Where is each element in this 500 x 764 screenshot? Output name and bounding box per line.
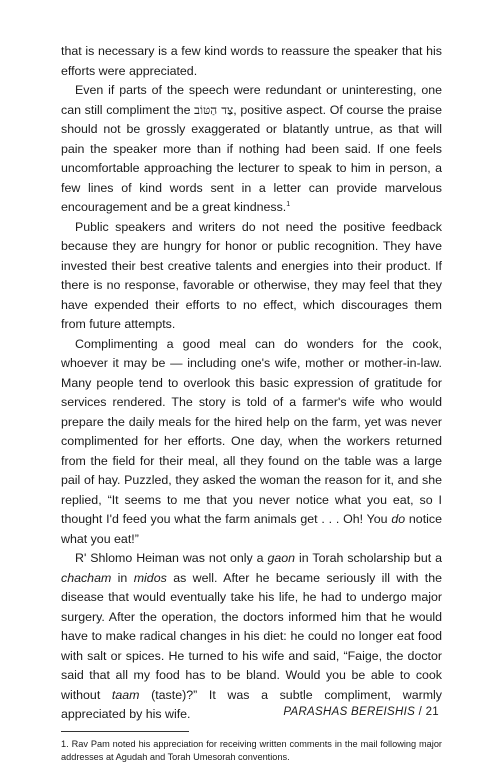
paragraph-text: that is necessary is a few kind words to reassure the speaker that his efforts were appreciated. [61,44,442,78]
footnote-text: Rav Pam noted his appreciation for receiving written comments in the mail following major addresses at Agudah and Torah Umesorah conventions. [61,738,442,762]
paragraph-text: (taste)?” It was a subtle compliment, warmly appreciated by his wife. [61,687,442,721]
emphasis: do [391,512,406,526]
emphasis: taam [111,687,140,702]
body-text [61,42,442,725]
paragraph [61,42,442,81]
emphasis: chacham [61,570,112,585]
footer-separator: / [415,706,426,718]
paragraph-text: as well. After he became seriously ill with the disease that would eventually take his life, he had to undergo major surgery. After the operation, the doctors informed him that he would have to make radical changes in his diet: he could no longer eat food with salt or spices. He turned to his wife and said, “Faige, the doctor said that all my food has to be bland. Would you be able to cook without [61,570,442,702]
paragraph [61,549,442,725]
paragraph-text: notice what you eat!” [61,512,442,546]
paragraph [61,218,442,335]
paragraph-text: , positive aspect. Of course the praise should not be grossly exaggerated or blatantly untrue, as that will pain the speaker more than if nothing had been said. If one feels uncomfortable approaching the lecturer to speak to him in person, a few lines of kind words sent in a letter can provide marvelous encouragement and be a great kindness. [61,102,442,214]
footnote [61,738,442,764]
emphasis: gaon [267,551,296,565]
paragraph-text: Public speakers and writers do not need the positive feedback because they are hungry for honor or public recognition. They have invested their best creative talents and energies into their product. If there is no response, favorable or otherwise, they may feel that they have expended their efforts to no effect, which discourages them from future attempts. [61,219,442,331]
hebrew-term: צַד הַטּוֹב [194,102,234,117]
footnote-divider [61,731,189,732]
paragraph-text: in Torah scholarship but a [295,551,442,565]
footnote-number: 1. [61,738,69,749]
emphasis: midos [133,570,167,585]
footnote-marker[interactable]: 1 [286,200,291,208]
page-number: 21 [425,706,439,718]
page-content [61,42,442,764]
paragraph-text: Even if parts of the speech were redundant or uninteresting, one can still compliment the [61,83,442,117]
paragraph-text: Complimenting a good meal can do wonders for the cook, whoever it may be — including one's wife, mother or mother-in-law. Many people tend to overlook this basic expression of gratitude for services rendered. The story is told of a farmer's wife who would prepare the daily meals for the hired help on the farm, yet was never complimented for her efforts. One day, when the workers returned from the field for their meal, all they found on the table was a large pail of hay. Puzzled, they asked the woman the reason for it, and she replied, “It seems to me that you never notice what you eat, so I thought I'd feed you what the farm animals get . . . Oh! You [61,336,442,526]
running-footer [200,706,439,718]
paragraph-text: in [111,570,134,585]
paragraph [61,81,442,218]
paragraph [61,335,442,550]
paragraph-text: R' Shlomo Heiman was not only a [75,551,268,565]
section-title: PARASHAS BEREISHIS [283,706,416,718]
